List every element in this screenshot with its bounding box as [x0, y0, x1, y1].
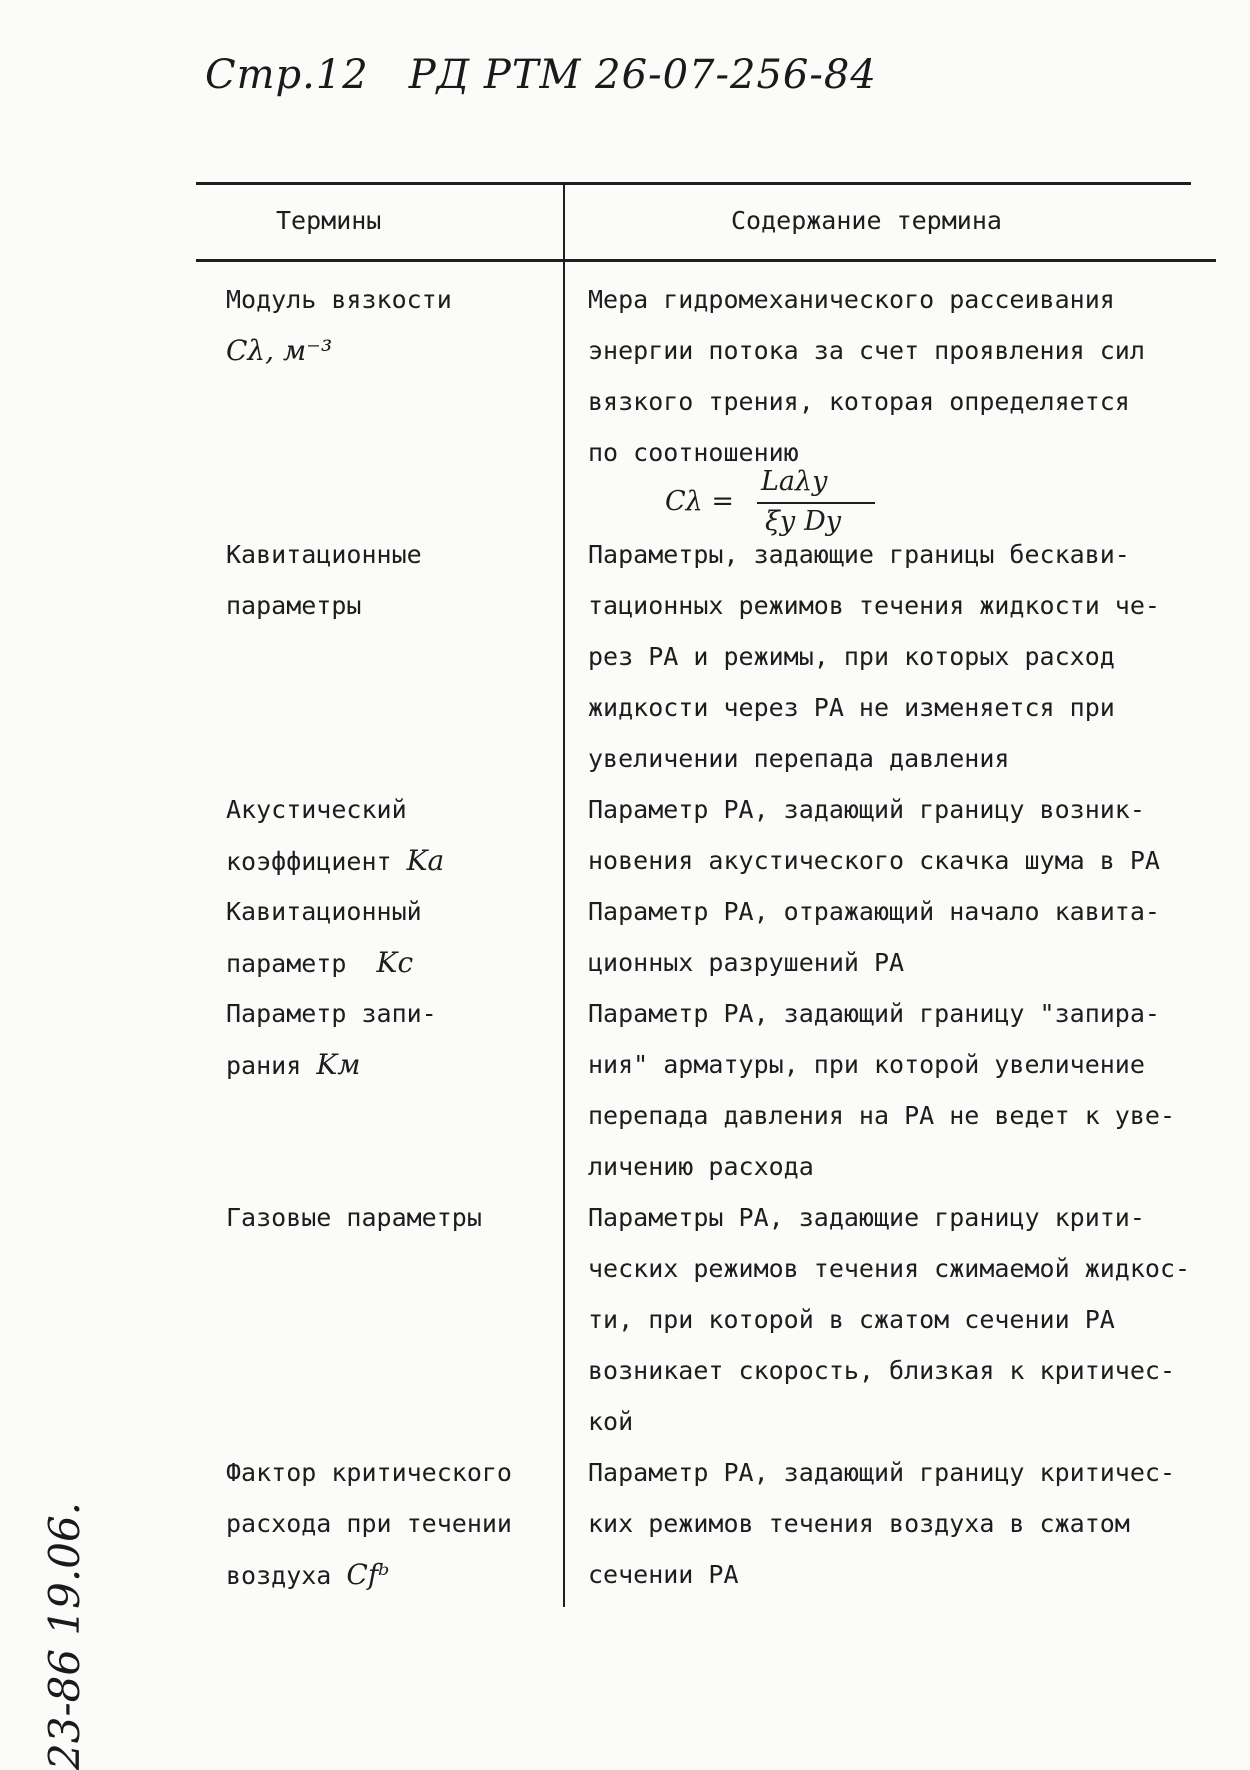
term-symbol: Kм [316, 1048, 361, 1081]
term-cavitation-parameters [226, 529, 422, 631]
table-column-divider [563, 182, 565, 1607]
definition-line: тационных режимов течения жидкости че- [588, 591, 1160, 620]
definition-line: жидкости через РА не изменяется при [588, 693, 1115, 722]
definition-line: ния" арматуры, при которой увеличение [588, 1050, 1145, 1079]
definition-line: возникает скорость, близкая к критичес- [588, 1356, 1175, 1385]
term-line: воздуха [226, 1561, 332, 1590]
document-code: РД РТМ 26-07-256-84 [408, 52, 877, 98]
definition-line: Параметры, задающие границы бескави- [588, 540, 1130, 569]
term-gas-parameters [226, 1192, 482, 1243]
definition-line: энергии потока за счет проявления сил [588, 336, 1145, 365]
term-line: рания [226, 1051, 302, 1080]
definition-line: личению расхода [588, 1152, 814, 1181]
definition-line: ти, при которой в сжатом сечении РА [588, 1305, 1115, 1334]
term-line: параметр [226, 949, 347, 978]
definition-cavitation-parameters [588, 529, 1160, 784]
term-acoustic-coefficient [226, 784, 444, 886]
page-header [205, 52, 877, 98]
formula-lhs: Cλ = [665, 486, 734, 517]
definition-line: ционных разрушений РА [588, 948, 905, 977]
formula-numerator: Laλу [761, 466, 828, 497]
term-symbol: Kc [376, 946, 414, 979]
definition-line: Мера гидромеханического рассеивания [588, 285, 1115, 314]
table-header-rule [196, 259, 1216, 262]
definition-line: Параметр РА, задающий границу критичес- [588, 1458, 1175, 1487]
definition-line: ких режимов течения воздуха в сжатом [588, 1509, 1130, 1538]
term-line: расхода при течении [226, 1509, 512, 1538]
definition-line: Параметр РА, задающий границу "запира- [588, 999, 1160, 1028]
definition-gas-parameters [588, 1192, 1190, 1447]
fraction-bar [757, 502, 875, 504]
term-symbol: Cfᵇ [346, 1558, 390, 1591]
definition-line: сечении РА [588, 1560, 739, 1589]
definition-line: увеличении перепада давления [588, 744, 1010, 773]
term-symbol: Cλ, м⁻³ [226, 334, 333, 367]
definition-line: ческих режимов течения сжимаемой жидкос- [588, 1254, 1191, 1283]
definition-critical-flow-factor [588, 1447, 1175, 1600]
margin-handwritten-note: 23-86 19.06. [40, 1501, 89, 1770]
term-line: Кавитационный [226, 897, 422, 926]
definition-line: кой [588, 1407, 634, 1436]
definition-viscosity-modulus [588, 274, 1145, 478]
definition-acoustic-coefficient [588, 784, 1160, 886]
column-header-terms: Термины [276, 206, 382, 235]
term-line: параметры [226, 591, 362, 620]
definition-line: Параметр РА, отражающий начало кавита- [588, 897, 1160, 926]
term-choking-parameter [226, 988, 437, 1090]
definition-line: по соотношению [588, 438, 799, 467]
column-header-definition: Содержание термина [731, 206, 1002, 235]
term-line: Фактор критического [226, 1458, 512, 1487]
definition-line: Параметры РА, задающие границу крити- [588, 1203, 1145, 1232]
definition-line: рез РА и режимы, при которых расход [588, 642, 1115, 671]
term-critical-flow-factor [226, 1447, 512, 1600]
definition-line: перепада давления на РА не ведет к уве- [588, 1101, 1175, 1130]
term-line: Акустический [226, 795, 407, 824]
definition-choking-parameter [588, 988, 1175, 1192]
term-line: Газовые параметры [226, 1203, 482, 1232]
formula-denominator: ξу Dу [765, 506, 842, 537]
term-line: Кавитационные [226, 540, 422, 569]
term-line: Параметр запи- [226, 999, 437, 1028]
definition-line: Параметр РА, задающий границу возник- [588, 795, 1145, 824]
term-line: Модуль вязкости [226, 285, 452, 314]
term-cavitation-parameter [226, 886, 422, 988]
definition-cavitation-parameter [588, 886, 1160, 988]
term-symbol: Ka [406, 844, 445, 877]
definition-line: вязкого трения, которая определяется [588, 387, 1130, 416]
term-line: коэффициент [226, 847, 392, 876]
definition-line: новения акустического скачка шума в РА [588, 846, 1160, 875]
page-number: Стр.12 [205, 52, 369, 98]
table-top-rule [196, 182, 1191, 185]
term-viscosity-modulus [226, 274, 452, 376]
